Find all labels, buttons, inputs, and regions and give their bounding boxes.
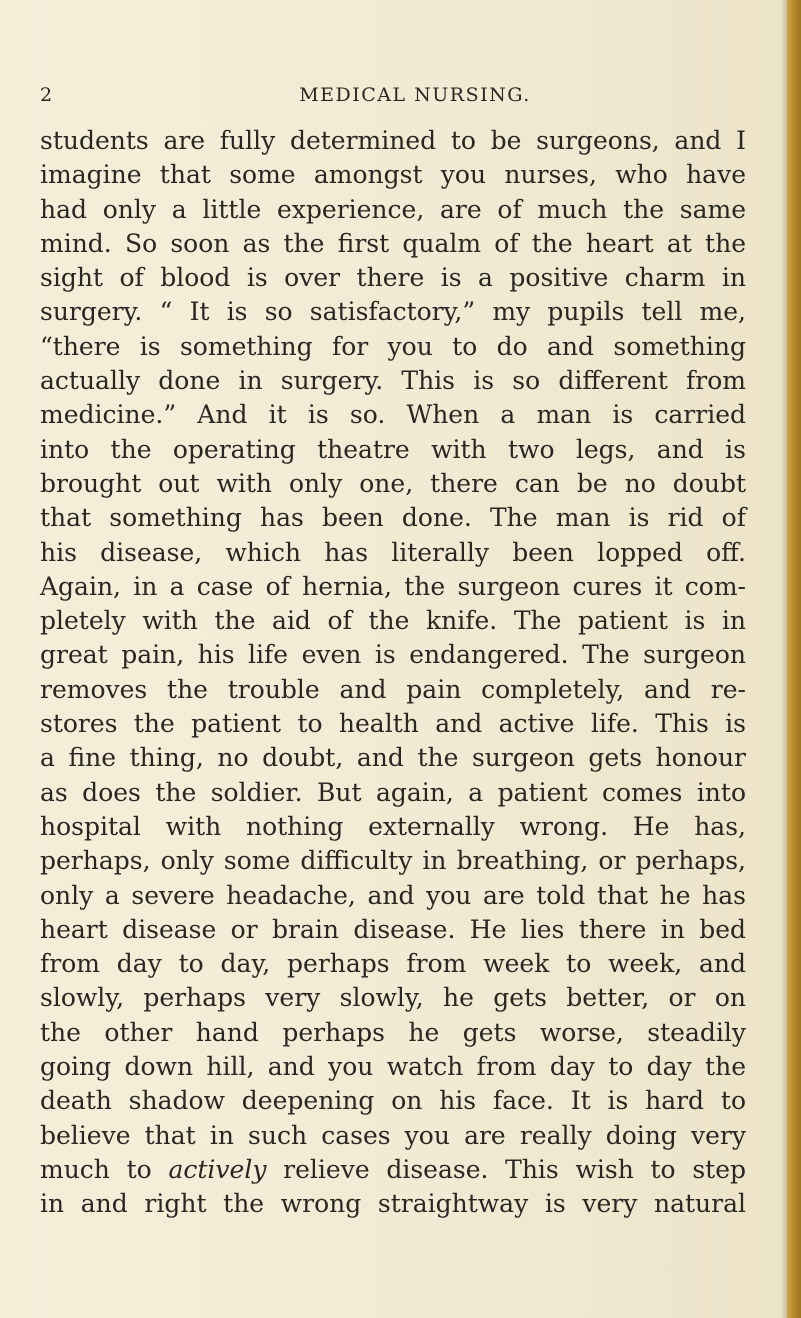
text-line: hospital with nothing externally wrong. He has, xyxy=(40,811,746,841)
text-line: mind. So soon as the first qualm of the heart at the xyxy=(40,228,746,258)
text-line: only a severe headache, and you are told that he has xyxy=(40,880,746,910)
text-line: heart disease or brain disease. He lies there in bed xyxy=(40,914,746,944)
text-line: stores the patient to health and active life. This is xyxy=(40,709,746,739)
text-line: as does the soldier. But again, a patient comes into xyxy=(40,777,746,807)
gilt-page-edge xyxy=(787,0,801,1318)
text-line: from day to day, perhaps from week to week, and xyxy=(40,949,746,979)
line-segment: much to xyxy=(40,1154,169,1184)
text-line: “there is something for you to do and something xyxy=(40,331,746,361)
text-line: brought out with only one, there can be no doubt xyxy=(40,468,746,498)
text-line: surgery. “ It is so satisfactory,” my pupils tell me, xyxy=(40,297,746,327)
text-line: into the operating theatre with two legs, and is xyxy=(40,434,746,464)
text-line: going down hill, and you watch from day to day the xyxy=(40,1052,746,1082)
italic-word: actively xyxy=(168,1154,267,1184)
text-line: the other hand perhaps he gets worse, steadily xyxy=(40,1017,746,1047)
line-segment: relieve disease. This wish to step xyxy=(266,1154,746,1184)
text-line: had only a little experience, are of much the same xyxy=(40,194,746,224)
text-line: students are fully determined to be surgeons, and I xyxy=(40,126,746,155)
text-line: actually done in surgery. This is so different from xyxy=(40,366,746,396)
text-line: imagine that some amongst you nurses, who have xyxy=(40,160,746,190)
running-head xyxy=(40,84,760,108)
text-line: slowly, perhaps very slowly, he gets better, or on xyxy=(40,983,746,1013)
running-head-title: MEDICAL NURSING. xyxy=(299,84,531,106)
text-line: his disease, which has literally been lopped off. xyxy=(40,537,746,567)
text-line: great pain, his life even is endangered. The surgeon xyxy=(40,640,746,670)
text-line: medicine.” And it is so. When a man is carried xyxy=(40,400,746,430)
text-line: believe that in such cases you are really doing very xyxy=(40,1120,746,1150)
text-line: sight of blood is over there is a positive charm in xyxy=(40,263,746,293)
body-text xyxy=(40,124,746,1222)
text-line: that something has been done. The man is rid of xyxy=(40,503,746,533)
text-line: removes the trouble and pain completely, and re- xyxy=(40,674,746,704)
text-line: a fine thing, no doubt, and the surgeon gets honour xyxy=(40,743,746,773)
text-line: pletely with the aid of the knife. The patient is in xyxy=(40,606,746,636)
text-line: perhaps, only some difficulty in breathing, or perhaps, xyxy=(40,846,746,876)
text-line: death shadow deepening on his face. It is hard to xyxy=(40,1086,746,1116)
text-line-with-italic xyxy=(40,1153,746,1187)
text-line: in and right the wrong straightway is very natural xyxy=(40,1189,746,1219)
text-line: Again, in a case of hernia, the surgeon cures it com- xyxy=(40,571,746,601)
page-number: 2 xyxy=(40,84,54,106)
